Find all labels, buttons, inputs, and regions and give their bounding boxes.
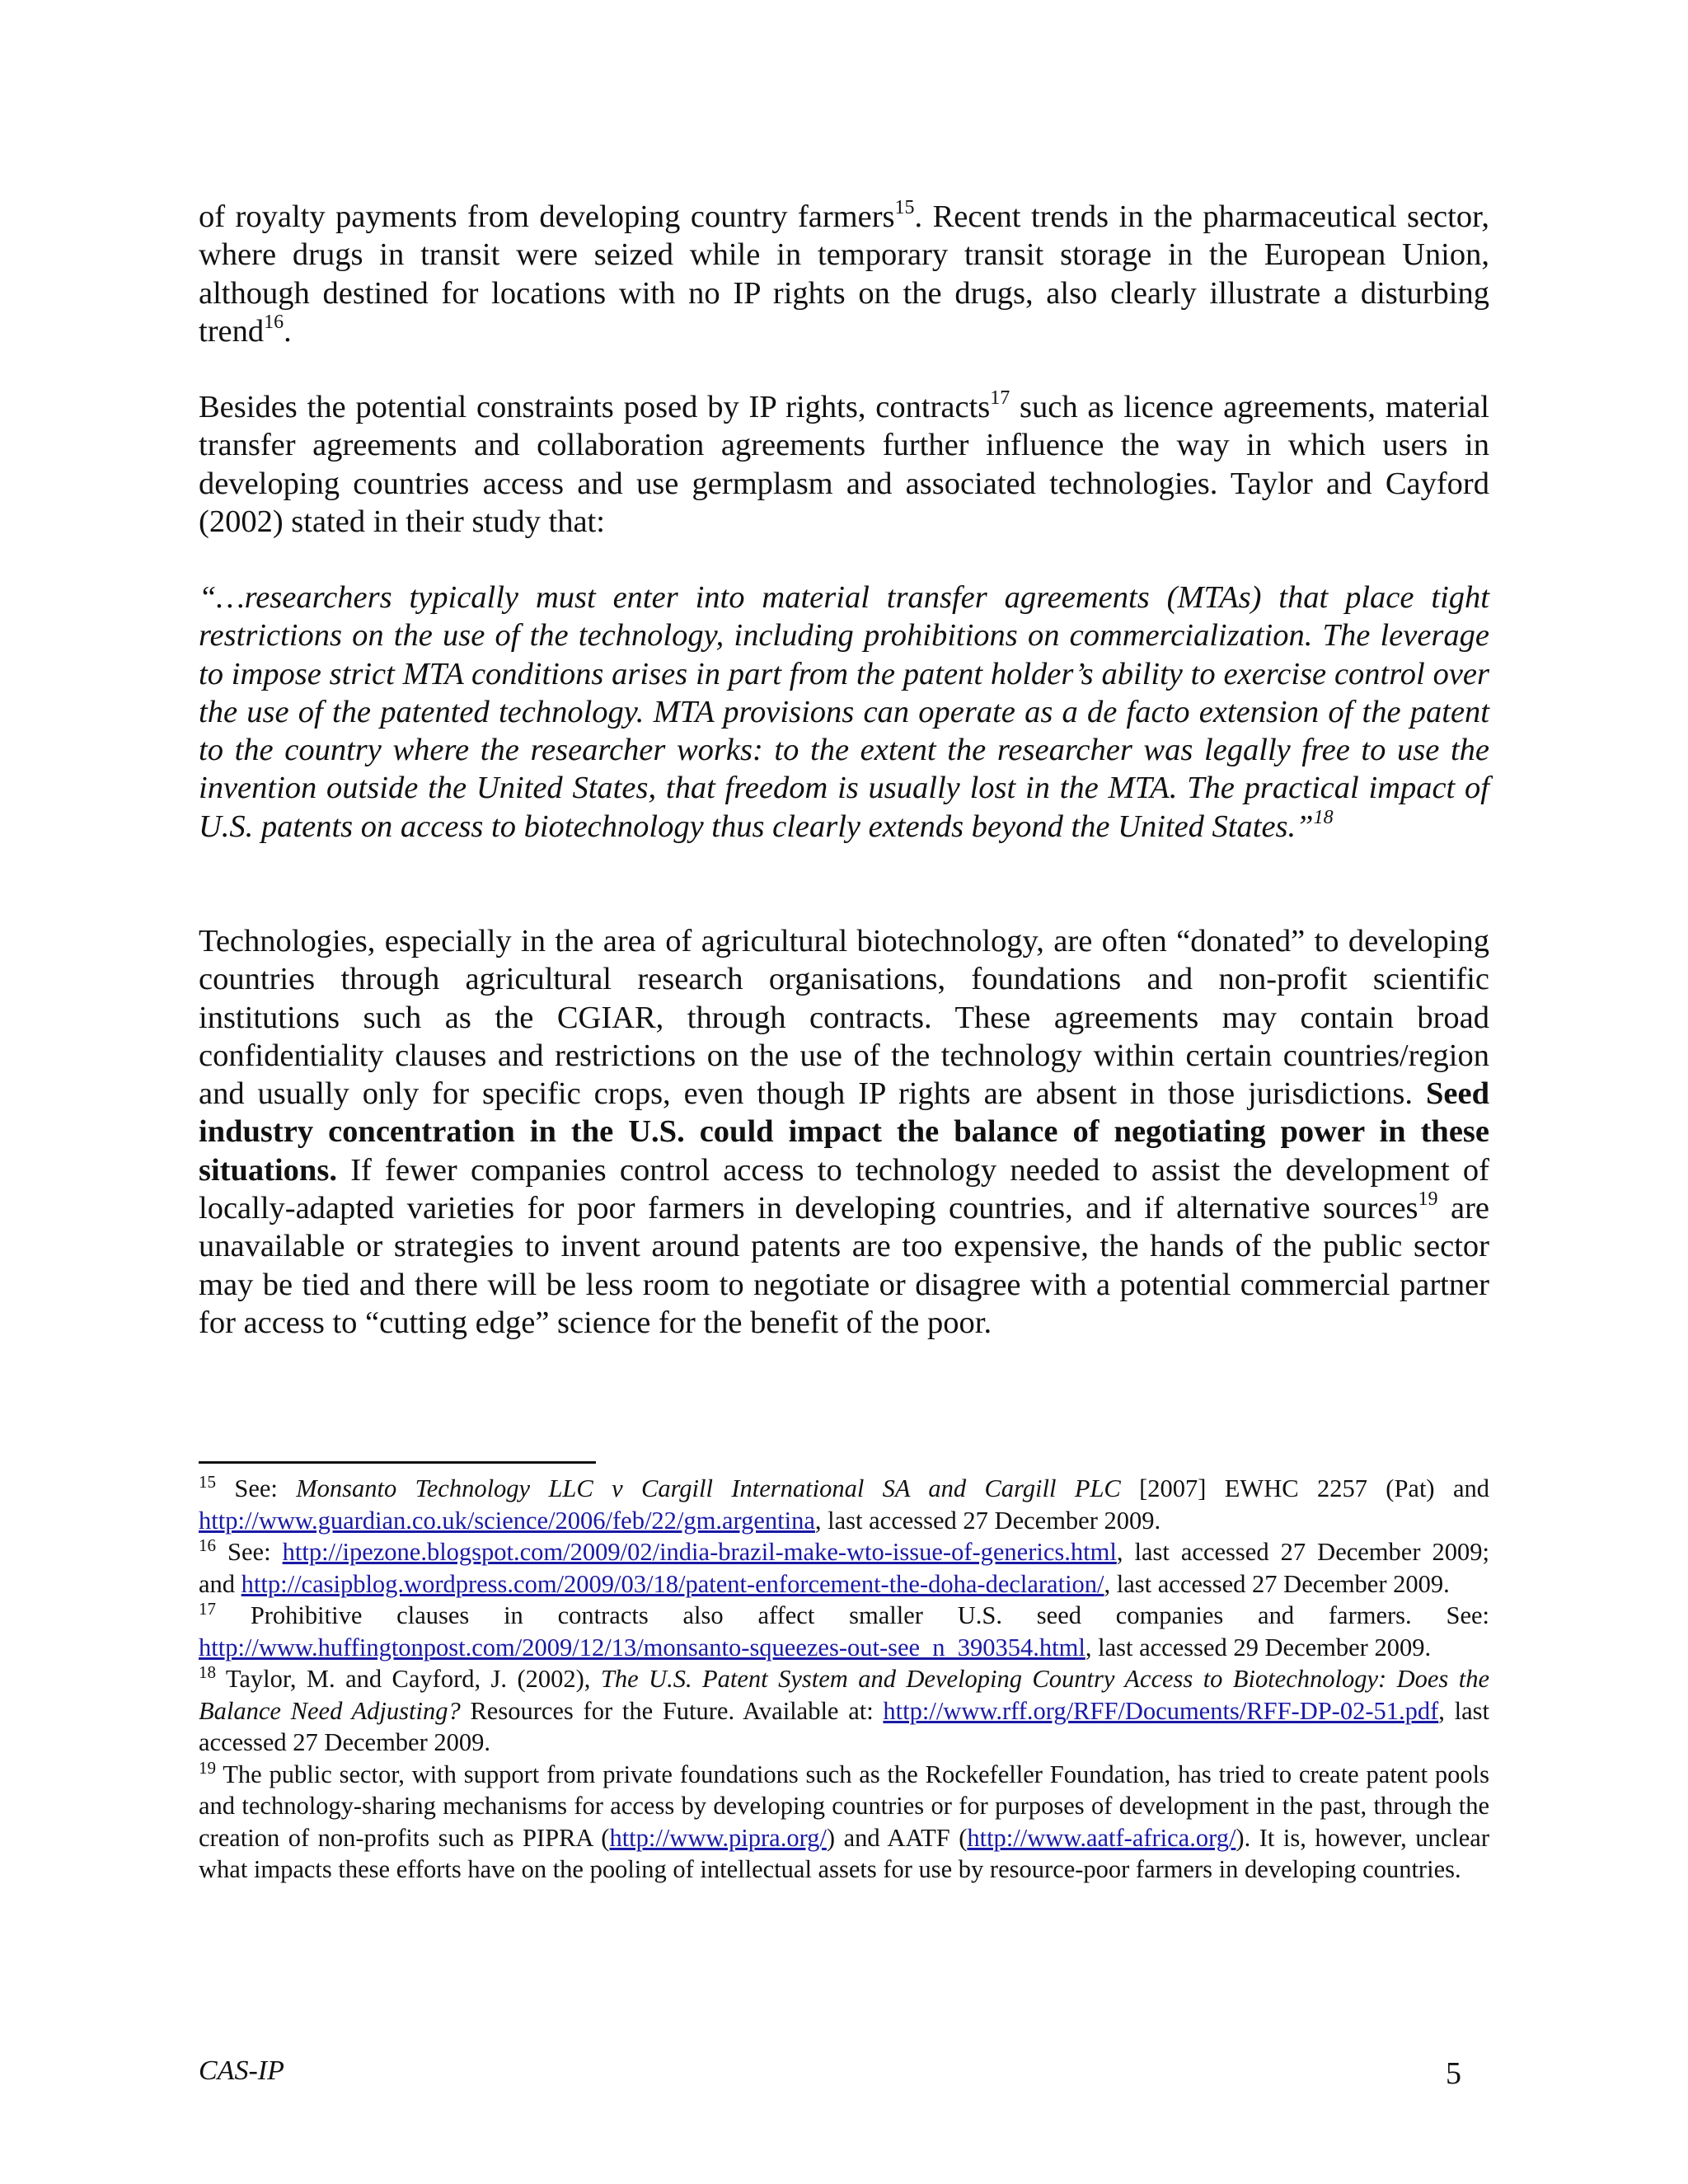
text-span: . Recent trends in the pharmaceutical sector, where drugs in transit were seized while in temporary transit storage in the European Union, although destined for locations with no IP rights on the drugs, also clearly illustrate a disturbing trend	[199, 199, 1489, 349]
text-span: , last accessed 27 December 2009; and	[199, 1538, 1490, 1598]
text-span: , last accessed 27 December 2009.	[814, 1506, 1161, 1535]
footnote-number: 18	[199, 1661, 216, 1682]
footnote-ref-18[interactable]: 18	[1313, 806, 1334, 828]
guardian-link[interactable]: http://www.guardian.co.uk/science/2006/feb/22/gm.argentina	[199, 1506, 815, 1535]
paragraph-technologies	[199, 922, 1489, 1342]
paragraph-royalty	[199, 198, 1489, 350]
text-span: are unavailable or strategies to invent around patents are too expensive, the hands of the public sector may be tied and there will be less room to negotiate or disagree with a potential commercial partner for access to “cutting edge” science for the benefit of the poor.	[199, 1191, 1489, 1340]
footnotes	[199, 1473, 1489, 1886]
footnote-number: 15	[199, 1471, 216, 1492]
footnote-number: 17	[199, 1598, 216, 1619]
huffingtonpost-link[interactable]: http://www.huffingtonpost.com/2009/12/13/monsanto-squeezes-out-see_n_390354.html	[199, 1633, 1085, 1661]
text-span: , last accessed 27 December 2009.	[1104, 1569, 1450, 1598]
text-span: See:	[216, 1474, 297, 1502]
text-span: of royalty payments from developing country farmers	[199, 199, 895, 234]
text-span: The public sector, with support from private foundations such as the Rockefeller Foundation, has tried to create patent pools and technology-sharing mechanisms for access by developing countries or for purposes of development in the past, through the creation of non-profits such as PIPRA (	[199, 1760, 1489, 1852]
aatf-link[interactable]: http://www.aatf-africa.org/	[967, 1823, 1236, 1852]
text-span: Technologies, especially in the area of agricultural biotechnology, are often “donated” to developing countries through agricultural research organisations, foundations and non-profit scientific institutions such as the CGIAR, through contracts. These agreements may contain broad confidentiality clauses and restrictions on the use of the technology within certain countries/region and usually only for specific crops, even though IP rights are absent in those jurisdictions.	[199, 924, 1489, 1112]
block-quote	[199, 579, 1489, 846]
rff-link[interactable]: http://www.rff.org/RFF/Documents/RFF-DP-02-51.pdf	[883, 1696, 1439, 1725]
bold-statement: Seed industry concentration in the U.S. could impact the balance of negotiating power in these situations.	[199, 1076, 1489, 1188]
footer-org: CAS-IP	[199, 2055, 284, 2086]
text-span: such as licence agreements, material transfer agreements and collaboration agreements further influence the way in which users in developing countries access and use germplasm and associated technologies. Taylor and Cayford (2002) stated in their study that:	[199, 390, 1489, 539]
quote-text: “…researchers typically must enter into material transfer agreements (MTAs) that place tight restrictions on the use of the technology, including prohibitions on commercialization. The leverage to impose strict MTA conditions arises in part from the patent holder’s ability to exercise control over the use of the patented technology. MTA provisions can operate as a de facto extension of the patent to the country where the researcher works: to the extent the researcher was legally free to use the invention outside the United States, that freedom is usually lost in the MTA. The practical impact of U.S. patents on access to biotechnology thus clearly extends beyond the United States.”	[199, 580, 1489, 844]
text-span: Taylor, M. and Cayford, J. (2002),	[216, 1665, 601, 1693]
footnote-ref-15[interactable]: 15	[894, 197, 915, 219]
pipra-link[interactable]: http://www.pipra.org/	[609, 1823, 827, 1852]
footnote-ref-16[interactable]: 16	[264, 312, 284, 334]
ipezone-link[interactable]: http://ipezone.blogspot.com/2009/02/india-brazil-make-wto-issue-of-generics.html	[282, 1538, 1117, 1566]
text-span: .	[284, 313, 292, 349]
footnote-number: 16	[199, 1535, 216, 1555]
footnote-18	[199, 1663, 1489, 1759]
footnote-separator	[199, 1461, 596, 1464]
text-span: , last accessed 29 December 2009.	[1085, 1633, 1432, 1661]
page-number: 5	[1446, 2056, 1461, 2091]
casipblog-link[interactable]: http://casipblog.wordpress.com/2009/03/18/patent-enforcement-the-doha-declaration/	[241, 1569, 1104, 1598]
text-span: [2007] EWHC 2257 (Pat) and	[1120, 1474, 1489, 1502]
paragraph-contracts	[199, 388, 1489, 541]
footnote-19	[199, 1759, 1489, 1886]
footnote-ref-17[interactable]: 17	[990, 387, 1010, 410]
footnote-ref-19[interactable]: 19	[1418, 1188, 1438, 1211]
text-span: Prohibitive clauses in contracts also affect smaller U.S. seed companies and farmers. See:	[216, 1601, 1489, 1629]
text-span: See:	[216, 1538, 283, 1566]
text-span: , last accessed 27 December 2009.	[199, 1696, 1490, 1756]
text-span: If fewer companies control access to technology needed to assist the development of locally-adapted varieties for poor farmers in developing countries, and if alternative sources	[199, 1152, 1489, 1226]
text-span: Resources for the Future. Available at:	[460, 1696, 884, 1725]
footnote-16	[199, 1536, 1489, 1600]
footnote-15	[199, 1473, 1489, 1536]
publication-title: The U.S. Patent System and Developing Country Access to Biotechnology: Does the Balance Need Adjusting?	[199, 1665, 1489, 1725]
text-span: Besides the potential constraints posed by IP rights, contracts	[199, 390, 991, 424]
case-title: Monsanto Technology LLC v Cargill International SA and Cargill PLC	[296, 1474, 1121, 1502]
footnote-17	[199, 1600, 1489, 1663]
text-span: ). It is, however, unclear what impacts these efforts have on the pooling of intellectual assets for use by resource-poor farmers in developing countries.	[199, 1823, 1489, 1883]
text-span: ) and AATF (	[826, 1823, 968, 1852]
footnote-number: 19	[199, 1757, 216, 1778]
